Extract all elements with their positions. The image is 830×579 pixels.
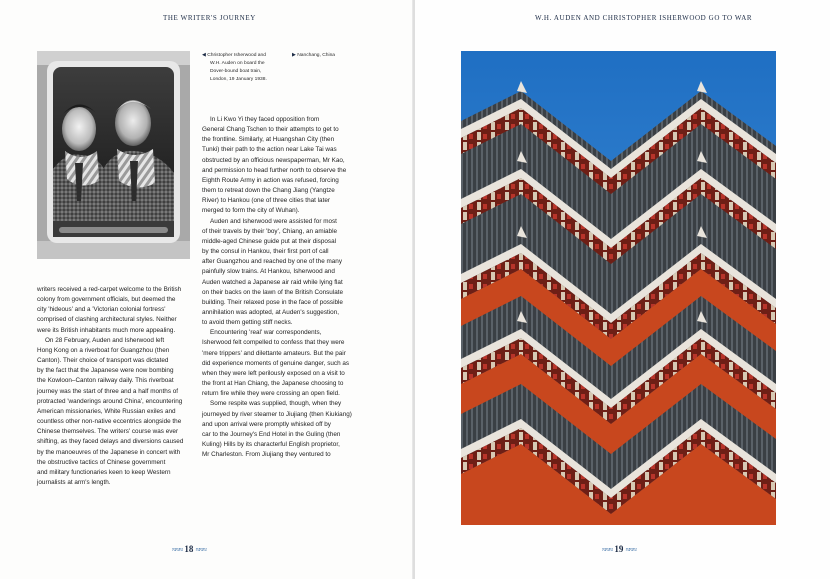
text-line: journeyed by river steamer to Jiujiang (then Kiukiang) [202,410,352,418]
text-line: Tunki) their path to the action near Lake Tai was [202,146,337,154]
text-line: Mr Charleston. From Jiujiang they ventured to [202,451,331,459]
left-page [0,0,413,579]
caption-line: Nanchang, China [297,53,336,58]
caption-line: W.H. Auden on board the [210,61,265,66]
text-line: On 28 February, Auden and Isherwood left [45,336,165,344]
caption-line: Christopher Isherwood and [207,53,266,58]
text-line: of their travels by their 'boy', Chiang, an amiable [202,227,338,235]
text-line: writers received a red-carpet welcome to the British [37,286,182,293]
text-line: return fire while they were crossing an open field. [202,390,340,398]
right-running-head: W.H. AUDEN AND CHRISTOPHER ISHERWOOD GO TO WAR [535,14,753,22]
right-folio [602,544,636,554]
text-line: River) to Hankou (one of three cities that later [202,197,330,205]
pagoda-photo [461,51,776,525]
text-line: on their backs on the lawn of the British Consulate [202,288,344,296]
text-line: building. Their relaxed pose in the face of possible [202,298,343,306]
text-line: and upon arrival were promptly whisked off by [202,420,331,428]
text-line: 'mere trippers' and dilettante amateurs. But the pair [202,349,346,357]
text-line: and permission to head further north to observe the [202,166,347,174]
text-line: protracted 'wanderings around China', encountering [37,397,183,405]
left-running-head: THE WRITER'S JOURNEY [163,14,256,22]
text-line: Auden and Isherwood were assisted for most [210,217,337,225]
text-line: obstructed by an officious newspaperman, Mr Kao, [202,156,345,164]
text-line: and military functionaries keen to keep Western [37,468,171,476]
text-line: the Kowloon–Canton railway daily. This riverboat [37,377,174,385]
pagoda-eaves-image [461,51,776,525]
caption-line: London, 19 January 1938. [210,77,267,82]
text-line: Eighth Route Army in action was refused, forcing [202,176,339,184]
text-line: by the consul in Hankou, their first port of call [202,248,329,256]
text-line: General Chang Tschen to their attempts to get to [202,126,339,134]
text-line: merged to form the city of Wuhan). [202,207,300,215]
text-line: countless other non-native eccentrics alongside the [37,418,182,426]
text-line: Hong Kong on a riverboat for Guangzhou (then [37,346,170,354]
text-line: were its British inhabitants much more appealing. [37,326,176,334]
wave-ornament-icon: ≈≈≈ [195,545,206,554]
text-line: Auden watched a Japanese air raid while lying flat [202,278,343,286]
caption-line: Dover-bound boat train, [210,69,262,74]
arrow-left-icon: ◀ [202,52,206,58]
wave-ornament-icon: ≈≈≈ [172,545,183,554]
text-line: after Guangzhou and reached by one of the many [202,258,343,266]
text-line: middle-aged Chinese guide put at their disposal [202,237,337,245]
text-line: annihilation was adopted, at Auden's suggestion, [202,308,339,316]
text-line: the frontline. Similarly, at Huangshan City (then [202,136,335,144]
text-line: the obstructive tactics of Chinese government [37,458,166,466]
text-line: comprised of clashing architectural styles. Neither [37,316,177,324]
text-line: journey was the start of three and a half months of [37,387,179,395]
body-column-2 [202,115,368,460]
text-line: Canton). Their choice of transport was dictated [37,357,169,365]
text-line: painfully slow trains. At Hankou, Isherwood and [202,268,335,276]
left-folio [172,544,206,554]
text-line: In Li Kwo Yi they faced opposition from [210,116,320,123]
photo-auden-isherwood [37,51,190,259]
body-column-1 [37,285,197,488]
wave-ornament-icon: ≈≈≈ [625,545,636,554]
arrow-right-icon: ▶ [292,52,296,58]
text-line: them to retreat down the Chang Jiang (Yangtze [202,187,335,195]
text-line: Isherwood felt compelled to confess that they were [202,339,345,347]
text-line: Kuling) Hills by its characterful English proprietor, [202,441,340,448]
text-line: colony from government officials, but deemed the [37,296,176,304]
page-number: 19 [614,544,624,554]
text-line: by the fact that the Japanese were now bombing [37,367,174,375]
photo-caption [202,51,284,84]
page-number: 18 [184,544,194,554]
text-line: by the manoeuvres of the Japanese in concert with [37,448,181,456]
wave-ornament-icon: ≈≈≈ [602,545,613,554]
text-line: the front at Han Chiang, the Japanese choosing to [202,380,344,388]
text-line: Some respite was supplied, though, when they [210,400,342,408]
text-line: city 'hideous' and a 'Victorian colonial fortress' [37,306,166,314]
text-line: Encountering 'real' war correspondents, [210,329,322,337]
text-line: when they were left perilously exposed on a visit to [202,369,345,377]
text-line: American missionaries, White Russian exiles and [37,407,176,415]
text-line: journalists at arm's length. [37,478,111,486]
opposite-photo-caption [292,51,362,60]
text-line: shifting, as they faced delays and diversions caused [37,438,184,446]
text-line: Chinese themselves. The writers' course was ever [37,428,179,436]
text-line: to avoid them getting stiff necks. [202,319,293,327]
text-line: did experience moments of genuine danger, such as [202,359,350,367]
black-and-white-photo [37,51,190,259]
text-line: car to the Journey's End Hotel in the Guling (then [202,430,341,438]
